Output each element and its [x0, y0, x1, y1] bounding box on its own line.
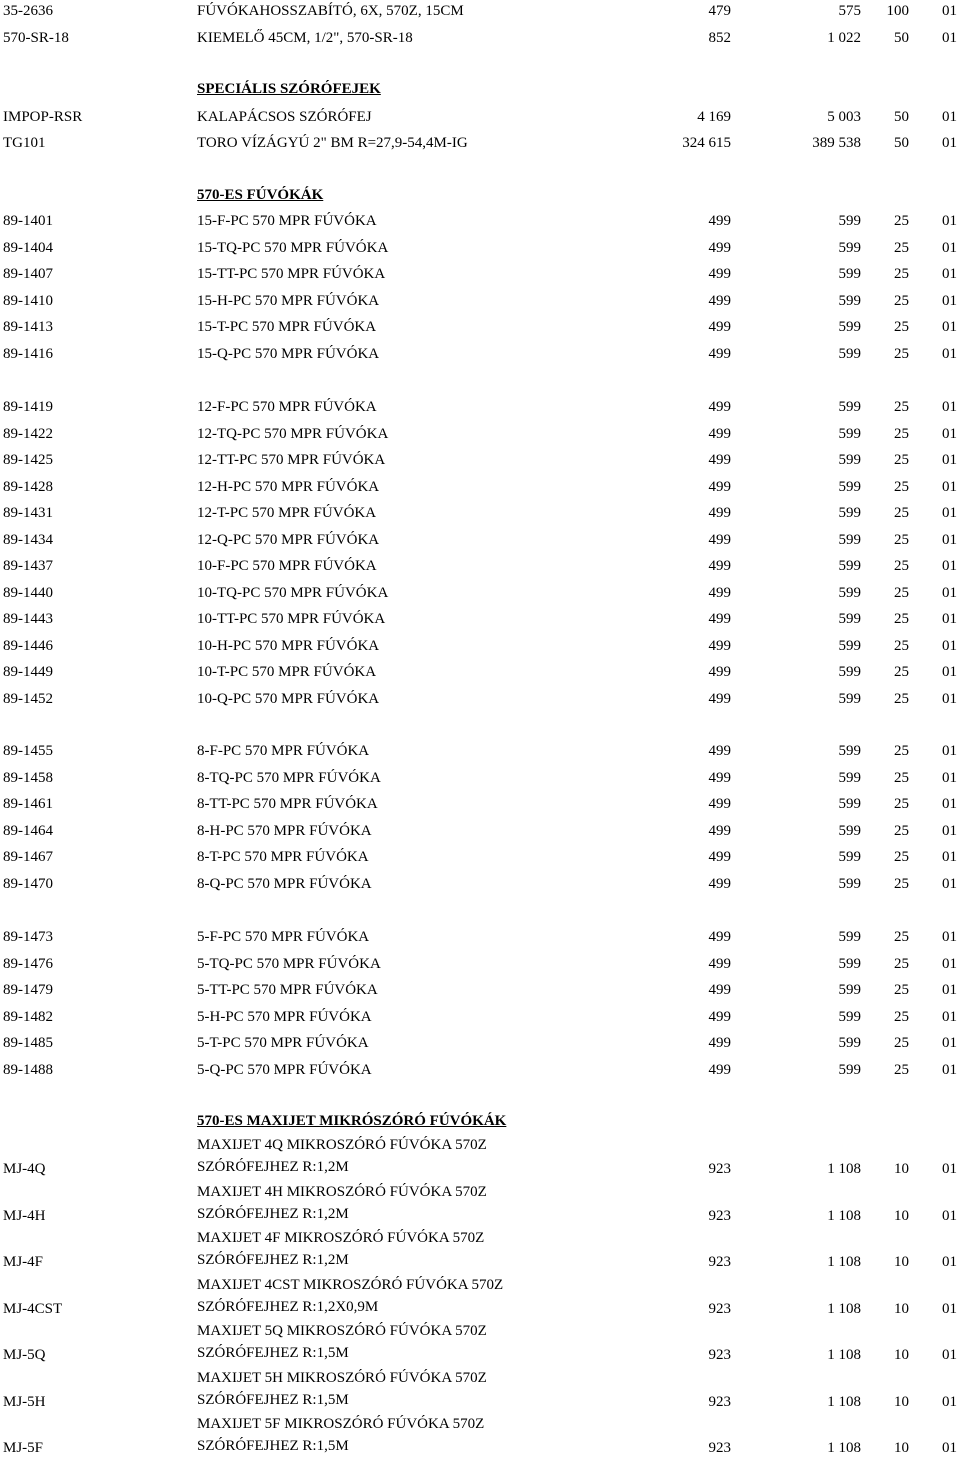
vat-code: 01	[942, 345, 957, 362]
product-name: KIEMELŐ 45CM, 1/2", 570-SR-18	[197, 30, 413, 46]
net-price: 499	[708, 982, 731, 998]
product-name-line1: MAXIJET 5Q MIKROSZÓRÓ FÚVÓKA 570Z	[197, 1323, 487, 1339]
table-row	[0, 556, 960, 576]
net-price: 499	[708, 558, 731, 574]
vat-code: 01	[942, 1008, 957, 1025]
pack-quantity: 25	[894, 982, 909, 998]
table-row	[0, 503, 960, 523]
product-name: FÚVÓKAHOSSZABÍTÓ, 6X, 570Z, 15CM	[197, 3, 464, 19]
table-row	[0, 741, 960, 761]
vat-code: 01	[942, 1035, 957, 1051]
product-name-line1: MAXIJET 5H MIKROSZÓRÓ FÚVÓKA 570Z	[197, 1369, 487, 1386]
pack-quantity: 25	[894, 1008, 909, 1025]
net-price: 4 169	[697, 109, 731, 125]
pack-quantity: 25	[894, 239, 909, 256]
pack-quantity: 25	[894, 425, 909, 442]
product-name: 10-Q-PC 570 MPR FÚVÓKA	[197, 690, 380, 707]
gross-price: 599	[838, 531, 861, 548]
table-row	[0, 980, 960, 1000]
table-row	[0, 1368, 960, 1414]
vat-code: 01	[942, 743, 957, 759]
product-name: 8-T-PC 570 MPR FÚVÓKA	[197, 849, 369, 865]
pack-quantity: 25	[894, 822, 909, 839]
product-code: 89-1488	[3, 1061, 53, 1078]
product-code: 89-1437	[3, 558, 53, 574]
table-row	[0, 424, 960, 444]
gross-price: 1 108	[827, 1393, 861, 1410]
product-name-line1: MAXIJET 4Q MIKROSZÓRÓ FÚVÓKA 570Z	[197, 1137, 487, 1153]
product-name: 12-H-PC 570 MPR FÚVÓKA	[197, 478, 380, 495]
vat-code: 01	[942, 1207, 957, 1224]
product-name-line2: SZÓRÓFEJHEZ R:1,2M	[197, 1205, 349, 1222]
table-row	[0, 1060, 960, 1080]
vat-code: 01	[942, 109, 957, 125]
product-name: 12-TQ-PC 570 MPR FÚVÓKA	[197, 425, 389, 442]
net-price: 499	[708, 292, 731, 309]
table-row	[0, 1007, 960, 1027]
gross-price: 599	[838, 584, 861, 601]
gross-price: 599	[838, 478, 861, 495]
vat-code: 01	[942, 292, 957, 309]
vat-code: 01	[942, 425, 957, 442]
pack-quantity: 25	[894, 955, 909, 972]
pack-quantity: 25	[894, 399, 909, 415]
section-heading-special: SPECIÁLIS SZÓRÓFEJEK	[197, 81, 381, 97]
net-price: 499	[708, 452, 731, 468]
gross-price: 599	[838, 929, 861, 945]
product-name: 10-TQ-PC 570 MPR FÚVÓKA	[197, 584, 389, 601]
product-code: 89-1443	[3, 611, 53, 627]
gross-price: 599	[838, 425, 861, 442]
product-name: TORO VÍZÁGYÚ 2" BM R=27,9-54,4M-IG	[197, 135, 468, 151]
product-name: 5-Q-PC 570 MPR FÚVÓKA	[197, 1061, 372, 1078]
vat-code: 01	[942, 319, 957, 335]
product-name: 10-TT-PC 570 MPR FÚVÓKA	[197, 611, 386, 627]
table-row	[0, 927, 960, 947]
product-code: 89-1452	[3, 690, 53, 707]
table-row	[0, 291, 960, 311]
product-name: 5-TT-PC 570 MPR FÚVÓKA	[197, 982, 378, 998]
gross-price: 599	[838, 690, 861, 707]
gross-price: 599	[838, 213, 861, 229]
table-row	[0, 821, 960, 841]
pack-quantity: 25	[894, 875, 909, 892]
product-code: 89-1413	[3, 319, 53, 335]
product-name: 8-TT-PC 570 MPR FÚVÓKA	[197, 796, 378, 812]
gross-price: 1 108	[827, 1207, 861, 1224]
product-name-line2: SZÓRÓFEJHEZ R:1,2M	[197, 1159, 349, 1175]
net-price: 499	[708, 955, 731, 972]
net-price: 499	[708, 425, 731, 442]
gross-price: 599	[838, 955, 861, 972]
pack-quantity: 25	[894, 611, 909, 627]
pack-quantity: 50	[894, 135, 909, 151]
net-price: 499	[708, 796, 731, 812]
gross-price: 599	[838, 982, 861, 998]
product-code: MJ-4CST	[3, 1300, 63, 1317]
table-row	[0, 1414, 960, 1460]
gross-price: 599	[838, 1061, 861, 1078]
pack-quantity: 25	[894, 690, 909, 707]
vat-code: 01	[942, 213, 957, 229]
product-name: 10-T-PC 570 MPR FÚVÓKA	[197, 664, 377, 680]
net-price: 499	[708, 690, 731, 707]
gross-price: 599	[838, 558, 861, 574]
vat-code: 01	[942, 30, 957, 46]
product-code: 89-1407	[3, 266, 53, 282]
product-code: IMPOP-RSR	[3, 109, 83, 125]
net-price: 499	[708, 637, 731, 654]
vat-code: 01	[942, 929, 957, 945]
net-price: 923	[708, 1393, 731, 1410]
table-row	[0, 264, 960, 284]
gross-price: 599	[838, 611, 861, 627]
table-row	[0, 28, 960, 48]
table-row	[0, 530, 960, 550]
gross-price: 599	[838, 1008, 861, 1025]
pack-quantity: 100	[886, 3, 909, 19]
net-price: 499	[708, 266, 731, 282]
gross-price: 1 108	[827, 1300, 861, 1317]
net-price: 499	[708, 584, 731, 601]
gross-price: 599	[838, 637, 861, 654]
product-name: 12-T-PC 570 MPR FÚVÓKA	[197, 505, 377, 521]
vat-code: 01	[942, 478, 957, 495]
table-row	[0, 1, 960, 21]
pack-quantity: 10	[894, 1254, 909, 1270]
table-row	[0, 1228, 960, 1274]
gross-price: 5 003	[827, 109, 861, 125]
vat-code: 01	[942, 690, 957, 707]
pack-quantity: 25	[894, 478, 909, 495]
pack-quantity: 10	[894, 1347, 909, 1363]
pack-quantity: 25	[894, 292, 909, 309]
net-price: 499	[708, 664, 731, 680]
product-name: 5-TQ-PC 570 MPR FÚVÓKA	[197, 955, 381, 972]
net-price: 923	[708, 1300, 731, 1317]
vat-code: 01	[942, 135, 957, 151]
gross-price: 1 022	[827, 30, 861, 46]
product-name: 15-T-PC 570 MPR FÚVÓKA	[197, 319, 377, 335]
product-name-line2: SZÓRÓFEJHEZ R:1,5M	[197, 1438, 349, 1454]
vat-code: 01	[942, 558, 957, 574]
gross-price: 1 108	[827, 1347, 861, 1363]
net-price: 499	[708, 319, 731, 335]
product-code: 89-1470	[3, 875, 53, 892]
net-price: 499	[708, 213, 731, 229]
product-name-line2: SZÓRÓFEJHEZ R:1,2X0,9M	[197, 1298, 379, 1315]
pack-quantity: 25	[894, 213, 909, 229]
vat-code: 01	[942, 3, 957, 19]
table-row	[0, 1275, 960, 1321]
product-name-line1: MAXIJET 5F MIKROSZÓRÓ FÚVÓKA 570Z	[197, 1416, 485, 1432]
product-code: MJ-5H	[3, 1393, 46, 1410]
table-row	[0, 794, 960, 814]
product-code: 89-1482	[3, 1008, 53, 1025]
gross-price: 599	[838, 1035, 861, 1051]
net-price: 499	[708, 531, 731, 548]
product-code: 89-1464	[3, 822, 53, 839]
net-price: 499	[708, 239, 731, 256]
vat-code: 01	[942, 769, 957, 786]
pack-quantity: 25	[894, 796, 909, 812]
product-code: 570-SR-18	[3, 30, 69, 46]
product-code: MJ-4F	[3, 1254, 44, 1270]
product-code: 89-1419	[3, 399, 53, 415]
product-code: TG101	[3, 135, 46, 151]
gross-price: 599	[838, 796, 861, 812]
pack-quantity: 25	[894, 929, 909, 945]
table-row	[0, 211, 960, 231]
net-price: 499	[708, 399, 731, 415]
table-row	[0, 1135, 960, 1181]
vat-code: 01	[942, 1161, 957, 1177]
vat-code: 01	[942, 875, 957, 892]
vat-code: 01	[942, 399, 957, 415]
vat-code: 01	[942, 1300, 957, 1317]
table-row	[0, 689, 960, 709]
pack-quantity: 25	[894, 345, 909, 362]
table-row	[0, 1033, 960, 1053]
product-code: 89-1449	[3, 664, 53, 680]
gross-price: 599	[838, 505, 861, 521]
vat-code: 01	[942, 637, 957, 654]
vat-code: 01	[942, 1393, 957, 1410]
gross-price: 1 108	[827, 1440, 861, 1456]
product-name: 8-F-PC 570 MPR FÚVÓKA	[197, 743, 370, 759]
gross-price: 575	[838, 3, 861, 19]
gross-price: 599	[838, 239, 861, 256]
vat-code: 01	[942, 239, 957, 256]
net-price: 499	[708, 1008, 731, 1025]
pack-quantity: 25	[894, 1061, 909, 1078]
net-price: 499	[708, 849, 731, 865]
table-row	[0, 874, 960, 894]
product-code: 89-1446	[3, 637, 53, 654]
product-code: 89-1479	[3, 982, 53, 998]
product-name: 5-H-PC 570 MPR FÚVÓKA	[197, 1008, 372, 1025]
vat-code: 01	[942, 955, 957, 972]
product-code: MJ-5F	[3, 1440, 44, 1456]
product-name: 10-F-PC 570 MPR FÚVÓKA	[197, 558, 377, 574]
gross-price: 1 108	[827, 1254, 861, 1270]
gross-price: 599	[838, 292, 861, 309]
table-row	[0, 636, 960, 656]
product-name: 8-Q-PC 570 MPR FÚVÓKA	[197, 875, 372, 892]
product-name: 15-Q-PC 570 MPR FÚVÓKA	[197, 345, 380, 362]
pack-quantity: 10	[894, 1207, 909, 1224]
pack-quantity: 25	[894, 505, 909, 521]
product-code: 89-1431	[3, 505, 53, 521]
vat-code: 01	[942, 1254, 957, 1270]
vat-code: 01	[942, 452, 957, 468]
net-price: 499	[708, 345, 731, 362]
pack-quantity: 25	[894, 558, 909, 574]
section-heading-maxijet: 570-ES MAXIJET MIKRÓSZÓRÓ FÚVÓKÁK	[197, 1113, 507, 1129]
product-name: 5-T-PC 570 MPR FÚVÓKA	[197, 1035, 369, 1051]
gross-price: 599	[838, 452, 861, 468]
product-name-line1: MAXIJET 4CST MIKROSZÓRÓ FÚVÓKA 570Z	[197, 1276, 504, 1293]
product-name: 12-F-PC 570 MPR FÚVÓKA	[197, 399, 377, 415]
product-code: MJ-5Q	[3, 1347, 46, 1363]
vat-code: 01	[942, 611, 957, 627]
vat-code: 01	[942, 266, 957, 282]
net-price: 499	[708, 822, 731, 839]
product-name: 12-TT-PC 570 MPR FÚVÓKA	[197, 452, 386, 468]
net-price: 499	[708, 1061, 731, 1078]
net-price: 923	[708, 1161, 731, 1177]
net-price: 923	[708, 1440, 731, 1456]
product-name: 8-H-PC 570 MPR FÚVÓKA	[197, 822, 372, 839]
pack-quantity: 10	[894, 1161, 909, 1177]
product-name-line1: MAXIJET 4F MIKROSZÓRÓ FÚVÓKA 570Z	[197, 1230, 485, 1246]
pack-quantity: 10	[894, 1440, 909, 1456]
pack-quantity: 25	[894, 584, 909, 601]
gross-price: 389 538	[812, 135, 861, 151]
table-row	[0, 107, 960, 127]
net-price: 923	[708, 1347, 731, 1363]
table-row	[0, 609, 960, 629]
table-row	[0, 954, 960, 974]
pack-quantity: 25	[894, 743, 909, 759]
pack-quantity: 50	[894, 30, 909, 46]
table-row	[0, 344, 960, 364]
product-code: 89-1485	[3, 1035, 53, 1051]
product-name-line2: SZÓRÓFEJHEZ R:1,5M	[197, 1345, 349, 1361]
net-price: 499	[708, 769, 731, 786]
net-price: 923	[708, 1207, 731, 1224]
net-price: 499	[708, 611, 731, 627]
pack-quantity: 25	[894, 637, 909, 654]
table-row	[0, 317, 960, 337]
pack-quantity: 50	[894, 109, 909, 125]
gross-price: 599	[838, 875, 861, 892]
table-row	[0, 583, 960, 603]
pack-quantity: 25	[894, 319, 909, 335]
vat-code: 01	[942, 1061, 957, 1078]
table-row	[0, 662, 960, 682]
gross-price: 599	[838, 399, 861, 415]
product-code: 89-1422	[3, 425, 53, 442]
product-code: 89-1410	[3, 292, 53, 309]
pack-quantity: 10	[894, 1300, 909, 1317]
product-code: MJ-4H	[3, 1207, 46, 1224]
vat-code: 01	[942, 822, 957, 839]
vat-code: 01	[942, 1440, 957, 1456]
gross-price: 599	[838, 664, 861, 680]
pack-quantity: 25	[894, 664, 909, 680]
product-code: 89-1473	[3, 929, 53, 945]
pack-quantity: 25	[894, 769, 909, 786]
table-row	[0, 133, 960, 153]
product-name: 8-TQ-PC 570 MPR FÚVÓKA	[197, 769, 381, 786]
product-name-line1: MAXIJET 4H MIKROSZÓRÓ FÚVÓKA 570Z	[197, 1183, 487, 1200]
product-code: 89-1461	[3, 796, 53, 812]
product-name: KALAPÁCSOS SZÓRÓFEJ	[197, 109, 372, 125]
product-name-line2: SZÓRÓFEJHEZ R:1,2M	[197, 1252, 349, 1268]
gross-price: 1 108	[827, 1161, 861, 1177]
table-row	[0, 1182, 960, 1228]
product-code: 89-1476	[3, 955, 53, 972]
table-row	[0, 768, 960, 788]
net-price: 499	[708, 1035, 731, 1051]
product-name: 12-Q-PC 570 MPR FÚVÓKA	[197, 531, 380, 548]
net-price: 499	[708, 478, 731, 495]
product-code: 89-1425	[3, 452, 53, 468]
vat-code: 01	[942, 531, 957, 548]
product-name-line2: SZÓRÓFEJHEZ R:1,5M	[197, 1391, 349, 1408]
product-name: 15-TT-PC 570 MPR FÚVÓKA	[197, 266, 386, 282]
net-price: 479	[708, 3, 731, 19]
net-price: 499	[708, 929, 731, 945]
product-name: 15-TQ-PC 570 MPR FÚVÓKA	[197, 239, 389, 256]
net-price: 324 615	[682, 135, 731, 151]
table-row	[0, 397, 960, 417]
gross-price: 599	[838, 822, 861, 839]
pack-quantity: 10	[894, 1393, 909, 1410]
product-name: 15-F-PC 570 MPR FÚVÓKA	[197, 213, 377, 229]
product-code: 89-1434	[3, 531, 53, 548]
net-price: 499	[708, 875, 731, 892]
product-code: MJ-4Q	[3, 1161, 46, 1177]
product-code: 89-1401	[3, 213, 53, 229]
net-price: 852	[708, 30, 731, 46]
table-row	[0, 477, 960, 497]
product-code: 89-1440	[3, 584, 53, 601]
table-row	[0, 238, 960, 258]
gross-price: 599	[838, 769, 861, 786]
pack-quantity: 25	[894, 1035, 909, 1051]
vat-code: 01	[942, 982, 957, 998]
pack-quantity: 25	[894, 452, 909, 468]
section-heading-570-nozzles: 570-ES FÚVÓKÁK	[197, 187, 324, 203]
pack-quantity: 25	[894, 266, 909, 282]
product-code: 89-1428	[3, 478, 53, 495]
table-row	[0, 847, 960, 867]
product-code: 35-2636	[3, 3, 53, 19]
gross-price: 599	[838, 266, 861, 282]
net-price: 499	[708, 743, 731, 759]
gross-price: 599	[838, 345, 861, 362]
product-code: 89-1416	[3, 345, 53, 362]
net-price: 923	[708, 1254, 731, 1270]
gross-price: 599	[838, 849, 861, 865]
product-name: 15-H-PC 570 MPR FÚVÓKA	[197, 292, 380, 309]
gross-price: 599	[838, 743, 861, 759]
vat-code: 01	[942, 664, 957, 680]
vat-code: 01	[942, 849, 957, 865]
gross-price: 599	[838, 319, 861, 335]
net-price: 499	[708, 505, 731, 521]
vat-code: 01	[942, 584, 957, 601]
product-code: 89-1455	[3, 743, 53, 759]
product-name: 10-H-PC 570 MPR FÚVÓKA	[197, 637, 380, 654]
product-name: 5-F-PC 570 MPR FÚVÓKA	[197, 929, 370, 945]
vat-code: 01	[942, 796, 957, 812]
product-code: 89-1404	[3, 239, 53, 256]
product-code: 89-1458	[3, 769, 53, 786]
vat-code: 01	[942, 1347, 957, 1363]
table-row	[0, 1321, 960, 1367]
product-code: 89-1467	[3, 849, 53, 865]
pack-quantity: 25	[894, 849, 909, 865]
pack-quantity: 25	[894, 531, 909, 548]
vat-code: 01	[942, 505, 957, 521]
table-row	[0, 450, 960, 470]
